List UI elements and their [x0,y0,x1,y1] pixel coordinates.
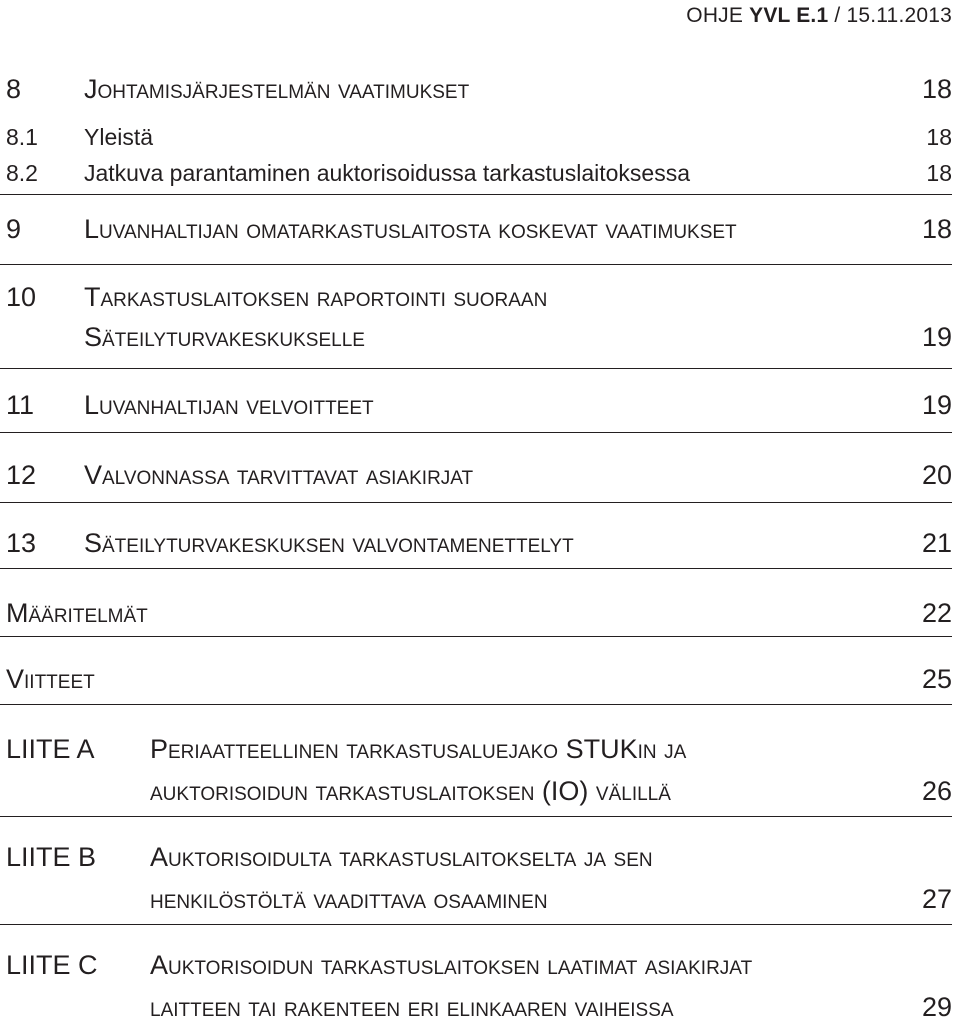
toc-entry-definitions[interactable] [0,598,952,637]
toc-page: 18 [921,74,952,104]
toc-number: 8.2 [6,160,38,186]
header-date: / 15.11.2013 [828,4,952,27]
toc-page: 21 [921,528,952,558]
toc-entry-9[interactable] [0,214,952,265]
toc-title: Jatkuva parantaminen auktorisoidussa tarkastuslaitoksessa [84,160,690,186]
toc-number: 10 [6,282,37,312]
toc-page: 25 [921,664,952,694]
toc-title: Valvonnassa tarvittavat asiakirjat [84,460,474,490]
toc-entry-13[interactable] [0,528,952,569]
toc-title-line-1: Auktorisoidulta tarkastuslaitokselta ja sen [150,842,653,872]
toc-entry-8[interactable] [0,74,952,118]
toc-entry-11[interactable] [0,390,952,433]
toc-page: 26 [921,776,952,806]
toc-page: 22 [921,598,952,628]
toc-title-line-1: Periaatteellinen tarkastusaluejako STUKin ja [150,734,687,764]
toc-page: 18 [921,214,952,244]
toc-title-line-2: henkilöstöltä vaadittava osaaminen [150,884,548,914]
toc-number: 13 [6,528,37,558]
toc-number: 11 [6,390,35,420]
toc-entry-annex-b[interactable] [0,842,952,925]
toc-title-line-1: Tarkastuslaitoksen raportointi suoraan [84,282,548,312]
toc-entry-8-2[interactable] [0,160,952,192]
toc-page: 19 [921,322,952,352]
toc-number: LIITE C [6,950,98,980]
toc-title-line-1: Auktorisoidun tarkastuslaitoksen laatimat asiakirjat [150,950,753,980]
toc-title-line-2: auktorisoidun tarkastuslaitoksen (IO) välillä [150,776,671,806]
toc-page: 20 [921,460,952,490]
toc-title-line-2: Säteilyturvakeskukselle [84,322,365,352]
divider [0,194,952,195]
toc-page: 18 [926,124,952,150]
header-code: YVL E.1 [749,4,829,27]
toc-number: 8.1 [6,124,38,150]
toc-page: 19 [921,390,952,420]
toc-page: 27 [921,884,952,914]
toc-entry-annex-c[interactable] [0,950,952,1030]
toc-number: 12 [6,460,37,490]
toc-title: Johtamisjärjestelmän vaatimukset [84,74,470,104]
toc-page: 29 [921,992,952,1022]
toc-number: LIITE B [6,842,97,872]
toc-title: Säteilyturvakeskuksen valvontamenettelyt [84,528,574,558]
toc-entry-12[interactable] [0,460,952,503]
toc-title: Yleistä [84,124,154,150]
toc-page: 18 [926,160,952,186]
toc-number: 9 [6,214,22,244]
toc-title-line-2: laitteen tai rakenteen eri elinkaaren vaiheissa [150,992,674,1022]
header-prefix: OHJE [686,4,750,27]
document-header [686,4,952,28]
toc-title: Luvanhaltijan omatarkastuslaitosta koskevat vaatimukset [84,214,737,244]
toc-title: Luvanhaltijan velvoitteet [84,390,374,420]
toc-number: 8 [6,74,22,104]
toc-title: Määritelmät [6,598,148,628]
toc-number: LIITE A [6,734,95,764]
toc-entry-8-1[interactable] [0,124,952,156]
toc-entry-annex-a[interactable] [0,734,952,817]
toc-entry-references[interactable] [0,664,952,705]
toc-entry-10[interactable] [0,282,952,369]
toc-title: Viitteet [6,664,95,694]
